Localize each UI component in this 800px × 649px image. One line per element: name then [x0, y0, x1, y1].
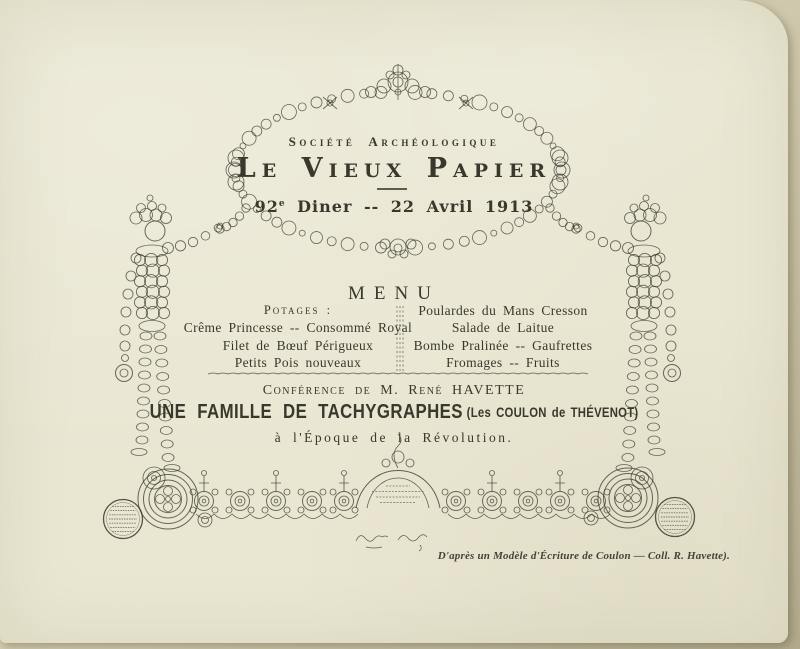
medallion-right [656, 498, 695, 537]
dinner-date: Diner -- 22 Avril 1913 [285, 197, 534, 216]
ordinal-suffix: e [278, 199, 286, 209]
menu-item: Fromages -- Fruits [446, 355, 560, 371]
conference-title: UNE FAMILLE DE TACHYGRAPHES [149, 401, 463, 423]
menu-item: Bombe Pralinée -- Gaufrettes [413, 337, 593, 353]
menu-item: Filet de Bœuf Périgueux [222, 337, 374, 353]
menu-item: Poulardes du Mans Cresson [418, 303, 588, 318]
medallion-left [104, 500, 143, 539]
menu-course-header: Potages : [263, 303, 333, 317]
dinner-number: 92 [254, 197, 279, 216]
engraver-signature [356, 535, 427, 551]
bulletin-title: Le Vieux Papier [236, 153, 552, 184]
title-underline [377, 188, 407, 190]
menu-item: Petits Pois nouveaux [234, 355, 362, 371]
dotted-rule [208, 373, 588, 374]
dinner-date-line [0, 197, 788, 216]
society-name: Société Archéologique [288, 134, 500, 149]
menu-item: Salade de Laitue [451, 320, 555, 336]
menu-item: Crême Princesse -- Consommé Royal [183, 320, 413, 336]
conference-title-line [63, 401, 725, 424]
conference-subtitle: (Les COULON de THÉVENOT) [466, 405, 639, 420]
conference-speaker-line: Conférence de M. René HAVETTE [262, 383, 526, 398]
menu-heading: MENU [348, 283, 440, 304]
menu-column-right [373, 302, 633, 372]
bottom-ornament-band [138, 468, 658, 529]
conference-period-line: à l'Époque de la Révolution. [274, 430, 514, 445]
attribution-caption: D'après un Modèle d'Écriture de Coulon — Coll. R. Havette). [437, 550, 730, 562]
